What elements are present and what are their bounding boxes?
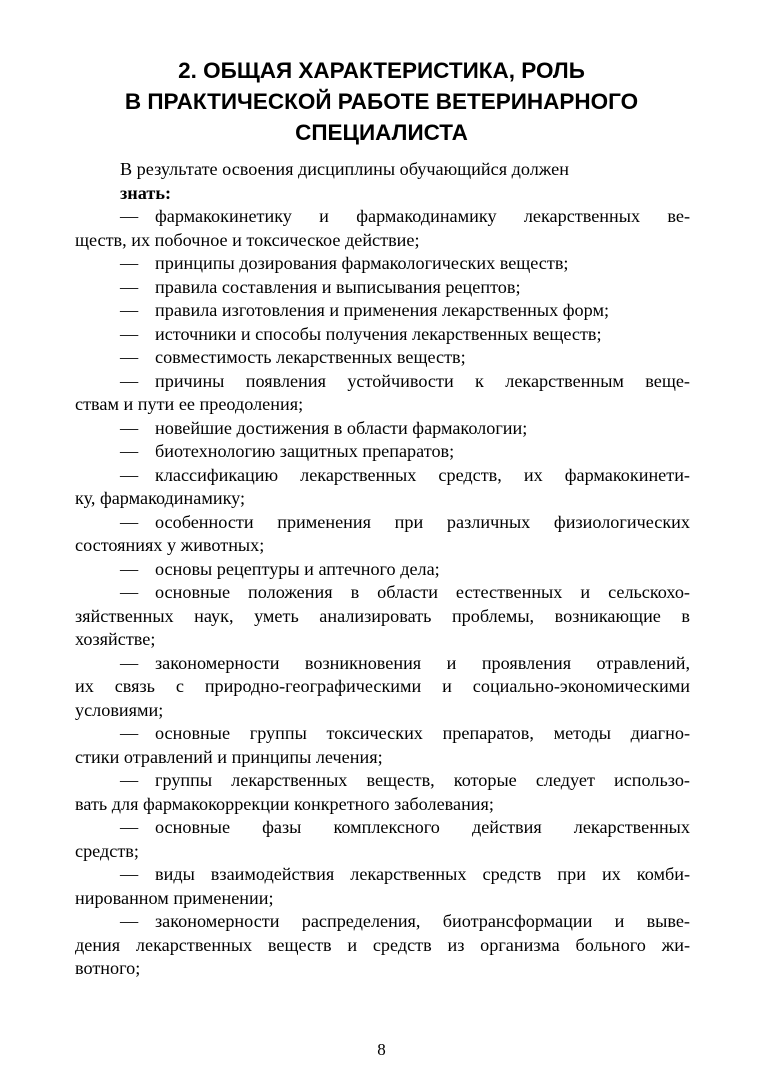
list-item-line: условиями; (75, 699, 164, 720)
list-item-text: основные фазы комплексного действия лекарственных (155, 817, 690, 837)
dash-bullet: — (120, 864, 139, 884)
list-item-text: правила составления и выписывания рецептов; (155, 276, 521, 297)
list-item (75, 558, 690, 582)
list-item-text: правила изготовления и применения лекарственных форм; (155, 300, 610, 320)
list-item (75, 722, 690, 769)
dash-bullet: — (120, 206, 139, 226)
list-item-text: основные группы токсических препаратов, методы диагно- (155, 723, 690, 743)
list-item-line (75, 652, 690, 676)
list-item-text: принципы дозирования фармакологических веществ; (155, 253, 569, 273)
dash-bullet: — (120, 817, 139, 837)
list-item-line: вать для фармакокоррекции конкретного заболевания; (75, 793, 494, 814)
list-item-line (75, 558, 690, 582)
list-item-line: ществ, их побочное и токсическое действие; (75, 229, 420, 250)
list-item-text: виды взаимодействия лекарственных средств при их комби- (155, 864, 690, 884)
list-item (75, 464, 690, 511)
list-item-text: биотехнологию защитных препаратов; (155, 441, 455, 461)
list-item-line: средств; (75, 840, 139, 861)
list-item-line (75, 276, 690, 300)
list-item-text: закономерности возникновения и проявления отравлений, (155, 652, 690, 673)
dash-bullet: — (120, 582, 139, 602)
list-item (75, 417, 690, 441)
list-item-text: группы лекарственных веществ, которые следует использо- (155, 770, 690, 790)
dash-bullet: — (120, 323, 139, 344)
list-item (75, 276, 690, 300)
dash-bullet: — (120, 770, 139, 790)
heading-line: СПЕЦИАЛИСТА (295, 120, 468, 145)
section-heading (0, 55, 763, 148)
list-item-line: хозяйстве; (75, 629, 156, 649)
list-item-line (75, 299, 690, 323)
list-item-line: их связь с природно-географическими и социально-экономическими (75, 676, 690, 696)
know-label: знать: (120, 182, 172, 203)
list-item (75, 816, 690, 863)
heading-line: 2. ОБЩАЯ ХАРАКТЕРИСТИКА, РОЛЬ (178, 58, 585, 83)
list-item-line: зяйственных наук, уметь анализировать проблемы, возникающие в (75, 605, 690, 626)
list-item-line (75, 722, 690, 746)
list-item-line (75, 370, 690, 394)
list-item (75, 863, 690, 910)
list-item-line: вотного; (75, 958, 141, 978)
list-item-text: причины появления устойчивости к лекарственным веще- (155, 370, 690, 391)
list-item-text: особенности применения при различных физиологических (155, 511, 690, 532)
intro-paragraph: В результате освоения дисциплины обучающийся должен (120, 159, 569, 179)
list-item (75, 769, 690, 816)
list-item-line: ствам и пути ее преодоления; (75, 394, 304, 414)
dash-bullet: — (120, 253, 139, 273)
list-item-line (75, 323, 690, 347)
dash-bullet: — (120, 723, 139, 743)
list-item-text: основы рецептуры и аптечного дела; (155, 558, 440, 579)
list-item (75, 346, 690, 370)
list-item (75, 581, 690, 652)
list-item-line (75, 581, 690, 605)
list-item (75, 440, 690, 464)
list-item (75, 652, 690, 723)
dash-bullet: — (120, 300, 139, 320)
list-item-line (75, 910, 690, 934)
list-item-text: новейшие достижения в области фармакологии; (155, 417, 528, 438)
list-item-line (75, 816, 690, 840)
list-item-line: состояниях у животных; (75, 535, 265, 555)
list-item-text: закономерности распределения, биотрансформации и выве- (155, 911, 690, 931)
dash-bullet: — (120, 511, 139, 532)
dash-bullet: — (120, 441, 139, 461)
requirements-list (75, 205, 690, 981)
dash-bullet: — (120, 558, 139, 579)
list-item-line (75, 464, 690, 488)
list-item-text: совместимость лекарственных веществ; (155, 347, 466, 367)
body-text (75, 158, 690, 981)
list-item (75, 323, 690, 347)
list-item-line (75, 863, 690, 887)
list-item-line (75, 769, 690, 793)
list-item (75, 252, 690, 276)
dash-bullet: — (120, 464, 139, 485)
dash-bullet: — (120, 911, 139, 931)
list-item (75, 205, 690, 252)
list-item-line (75, 252, 690, 276)
dash-bullet: — (120, 347, 139, 367)
list-item-line: стики отравлений и принципы лечения; (75, 746, 383, 767)
list-item-line (75, 417, 690, 441)
list-item-line (75, 346, 690, 370)
dash-bullet: — (120, 652, 139, 673)
list-item-text: источники и способы получения лекарственных веществ; (155, 323, 602, 344)
list-item (75, 299, 690, 323)
list-item-text: основные положения в области естественных и сельскохо- (155, 582, 690, 602)
list-item (75, 511, 690, 558)
list-item-line (75, 440, 690, 464)
list-item-text: классификацию лекарственных средств, их фармакокинети- (155, 464, 690, 485)
list-item-line: дения лекарственных веществ и средств из организма больного жи- (75, 934, 690, 955)
list-item-line: нированном применении; (75, 887, 274, 908)
list-item-line (75, 205, 690, 229)
page-number: 8 (377, 1040, 386, 1059)
list-item-line: ку, фармакодинамику; (75, 488, 246, 508)
dash-bullet: — (120, 276, 139, 297)
heading-line: В ПРАКТИЧЕСКОЙ РАБОТЕ ВЕТЕРИНАРНОГО (124, 89, 639, 114)
dash-bullet: — (120, 417, 139, 438)
list-item (75, 370, 690, 417)
list-item-line (75, 511, 690, 535)
dash-bullet: — (120, 370, 139, 391)
list-item-text: фармакокинетику и фармакодинамику лекарственных ве- (155, 206, 690, 226)
list-item (75, 910, 690, 981)
